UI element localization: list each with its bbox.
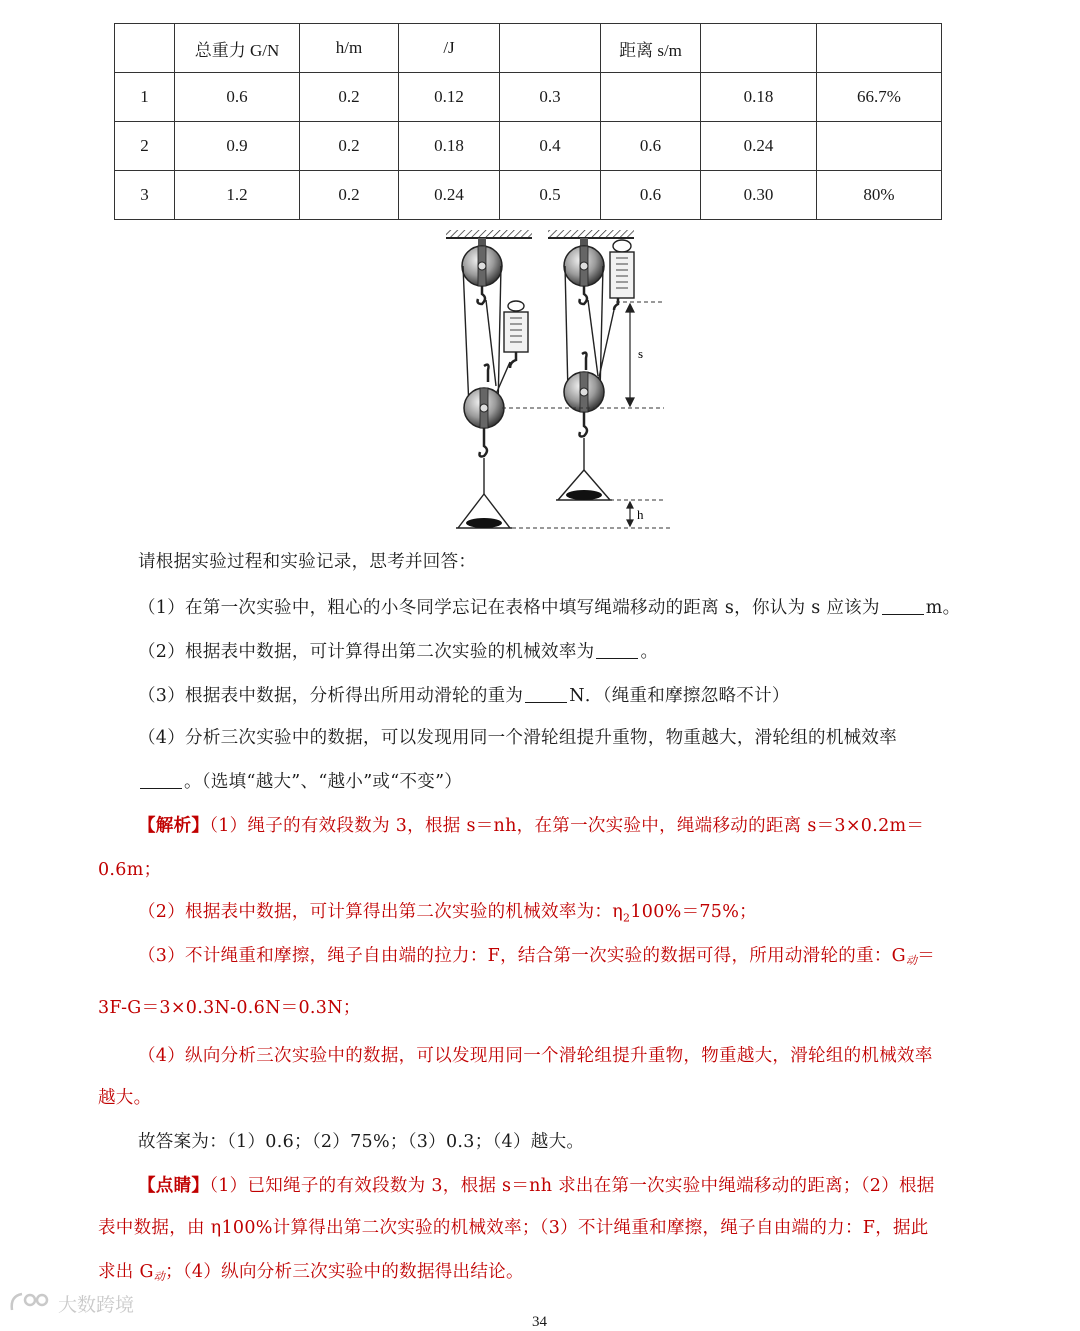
table-cell: 80% [817,171,942,220]
weight-pan-right [556,470,612,500]
table-header-row [115,24,942,73]
table-cell: 0.6 [175,73,300,122]
spring-scale-right [610,240,634,310]
data-table [114,23,942,220]
header-cell [115,24,175,73]
table-cell: 0.2 [300,73,399,122]
dong-subscript: 动 [905,954,918,967]
q1-text: （1）在第一次实验中，粗心的小冬同学忘记在表格中填写绳端移动的距离 s，你认为 s 应该为 [138,598,880,618]
table-cell: 0.4 [500,122,601,171]
question-4: （4）分析三次实验中的数据，可以发现用同一个滑轮组提升重物，物重越大，滑轮组的机械效率 [138,728,898,748]
answer-blank [596,657,638,659]
comment-line-3 [98,1258,524,1284]
analysis-tag: 【解析】 [138,816,210,836]
table-cell: 0.18 [399,122,500,171]
watermark [8,1286,148,1320]
table-cell [817,122,942,171]
comment-line-2: 表中数据，由 η100%计算得出第二次实验的机械效率；（3）不计绳重和摩擦，绳子自由端的力：F，据此 [98,1218,929,1238]
q2-end: 。 [640,642,659,662]
header-cell: 总重力 G/N [175,24,300,73]
analysis-line-4b: 越大。 [98,1088,152,1108]
watermark-text: 大数跨境 [58,1293,135,1316]
fixed-pulley-right [564,246,604,286]
page-number: 34 [532,1314,547,1330]
q3-end: N．（绳重和摩擦忽略不计） [569,686,790,706]
header-cell [500,24,601,73]
answer-blank [140,787,182,789]
header-cell: h/m [300,24,399,73]
q2-text: （2）根据表中数据，可计算得出第二次实验的机械效率为 [138,642,595,662]
table-cell: 1.2 [175,171,300,220]
ceiling-left [446,230,532,238]
table-cell: 1 [115,73,175,122]
analysis-line-1b: 0.6m； [98,860,162,880]
table-cell: 0.24 [701,122,817,171]
analysis-line-2 [138,898,757,925]
ceiling-right [548,230,634,238]
table-cell: 0.6 [601,122,701,171]
header-cell: /J [399,24,500,73]
h-arrow [627,502,633,526]
comment-line-1 [138,1172,935,1197]
eta-subscript: 2 [623,911,631,925]
movable-pulley-left [464,388,504,428]
fixed-pulley-left [462,246,502,286]
question-2 [138,638,658,663]
analysis-p2-end: 100%＝75%； [630,902,757,922]
table-row [115,171,942,220]
table-cell: 0.12 [399,73,500,122]
question-4-cont [138,768,462,793]
question-1 [138,594,960,619]
header-cell [817,24,942,73]
table-row [115,73,942,122]
comment-l1: （1）已知绳子的有效段数为 3，根据 s＝nh 求出在第一次实验中绳端移动的距离；（2）根据 [209,1176,935,1196]
q1-unit: m。 [925,598,961,618]
analysis-line-3b: 3F-G＝3×0.3N-0.6N＝0.3N； [98,998,361,1018]
weight-pan-left [456,494,512,528]
q4-end: 。（选填“越大”、“越小”或“不变”） [184,772,463,792]
table-cell: 0.6 [601,171,701,220]
table-cell: 0.18 [701,73,817,122]
spring-scale-left [504,301,528,368]
header-cell [701,24,817,73]
answer-summary: 故答案为：（1）0.6；（2）75%；（3）0.3；（4）越大。 [138,1132,585,1152]
s-arrow [626,304,634,406]
label-h: h [637,507,644,522]
comment-tag: 【点睛】 [138,1176,210,1196]
analysis-p3: （3）不计绳重和摩擦，绳子自由端的拉力：F，结合第一次实验的数据可得，所用动滑轮的重：G [138,946,906,966]
analysis-line-1 [138,812,924,837]
table-cell: 0.24 [399,171,500,220]
header-cell: 距离 s/m [601,24,701,73]
table-cell: 0.2 [300,171,399,220]
answer-blank [525,701,567,703]
table-row [115,122,942,171]
analysis-line-4: （4）纵向分析三次实验中的数据，可以发现用同一个滑轮组提升重物，物重越大，滑轮组的机械效率 [138,1046,933,1066]
intro-text: 请根据实验过程和实验记录，思考并回答： [138,552,477,572]
table-cell: 0.3 [500,73,601,122]
comment-l3-end: ；（4）纵向分析三次实验中的数据得出结论。 [165,1262,524,1282]
table-cell: 0.2 [300,122,399,171]
q3-text: （3）根据表中数据，分析得出所用动滑轮的重为 [138,686,524,706]
analysis-p3-eq: ＝ [917,946,936,966]
table-cell: 3 [115,171,175,220]
table-cell: 2 [115,122,175,171]
table-cell [601,73,701,122]
table-cell: 0.30 [701,171,817,220]
answer-blank [882,613,924,615]
question-3 [138,682,790,707]
analysis-p2: （2）根据表中数据，可计算得出第二次实验的机械效率为：η [138,902,624,922]
label-s: s [638,346,644,361]
watermark-logo-icon [8,1290,52,1316]
analysis-line-3 [138,942,935,968]
pulley-diagram [440,226,686,532]
movable-pulley-right [564,372,604,412]
comment-l3: 求出 G [98,1262,154,1282]
dong-subscript: 动 [153,1270,166,1283]
analysis-p1: （1）绳子的有效段数为 3，根据 s＝nh，在第一次实验中，绳端移动的距离 s＝3×0.2m＝ [209,816,925,836]
table-cell: 0.9 [175,122,300,171]
table-cell: 0.5 [500,171,601,220]
table-cell: 66.7% [817,73,942,122]
